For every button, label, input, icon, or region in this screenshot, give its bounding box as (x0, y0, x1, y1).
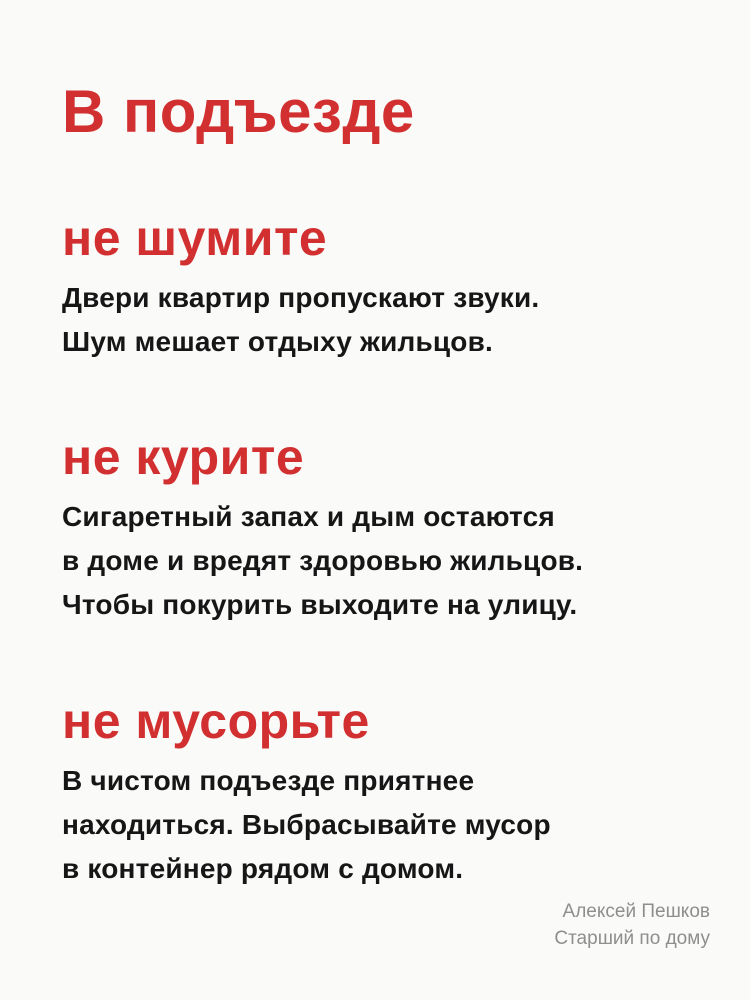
section-body-no-noise (62, 276, 710, 364)
body-line: В чистом подъезде приятнее (62, 765, 475, 796)
notice-poster (62, 0, 710, 1000)
signature-name: Алексей Пешков (562, 901, 710, 922)
signature-role: Старший по дому (554, 928, 710, 949)
body-line: Шум мешает отдыху жильцов. (62, 326, 493, 357)
section-no-noise (62, 210, 710, 364)
section-no-smoking (62, 429, 710, 627)
section-heading-no-littering: не мусорьте (62, 693, 370, 749)
section-no-littering (62, 693, 710, 891)
body-line: Сигаретный запах и дым остаются (62, 501, 555, 532)
poster-title: В подъезде (62, 78, 415, 145)
body-line: Двери квартир пропускают звуки. (62, 282, 540, 313)
section-body-no-smoking (62, 495, 710, 627)
body-line: Чтобы покурить выходите на улицу. (62, 589, 578, 620)
body-line: находиться. Выбрасывайте мусор (62, 809, 551, 840)
section-heading-no-noise: не шумите (62, 210, 328, 266)
section-body-no-littering (62, 759, 710, 891)
signature-block (554, 898, 710, 952)
body-line: в контейнер рядом с домом. (62, 853, 464, 884)
body-line: в доме и вредят здоровью жильцов. (62, 545, 584, 576)
section-heading-no-smoking: не курите (62, 429, 305, 485)
